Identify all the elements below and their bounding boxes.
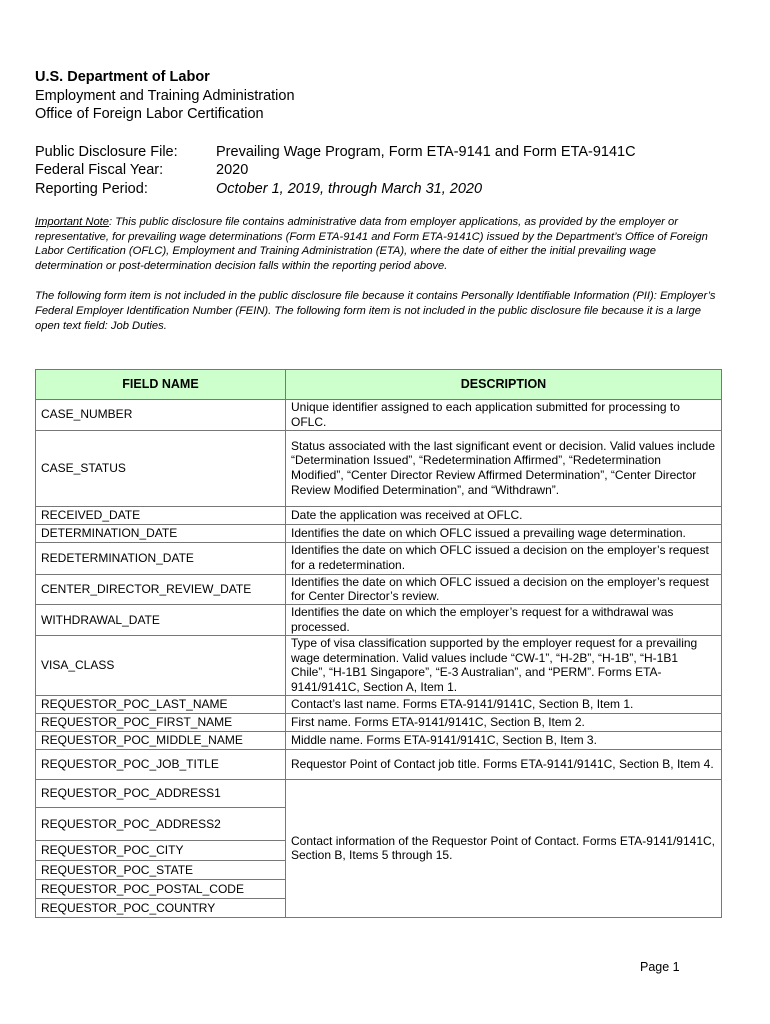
period-label: Reporting Period:	[35, 180, 148, 197]
description-cell: First name. Forms ETA-9141/9141C, Section B, Item 2.	[286, 713, 722, 731]
description-cell: Identifies the date on which OFLC issued a prevailing wage determination.	[286, 524, 722, 542]
meta-row-period	[35, 180, 721, 199]
file-meta	[35, 143, 721, 199]
field-name-cell: CENTER_DIRECTOR_REVIEW_DATE	[36, 574, 286, 605]
field-name-cell: CASE_STATUS	[36, 430, 286, 506]
document-page	[35, 68, 721, 915]
description-header: DESCRIPTION	[286, 370, 722, 400]
table-row	[36, 506, 722, 524]
field-name-cell: REQUESTOR_POC_POSTAL_CODE	[36, 879, 286, 898]
table-row	[36, 400, 722, 431]
file-value: Prevailing Wage Program, Form ETA-9141 and Form ETA-9141C	[216, 143, 636, 160]
description-cell: Identifies the date on which OFLC issued a decision on the employer’s request for a redetermination.	[286, 542, 722, 574]
field-name-cell: RECEIVED_DATE	[36, 506, 286, 524]
field-table	[35, 369, 722, 918]
description-cell: Date the application was received at OFLC.	[286, 506, 722, 524]
field-name-cell: WITHDRAWAL_DATE	[36, 605, 286, 636]
table-row	[36, 605, 722, 636]
description-cell: Identifies the date on which OFLC issued a decision on the employer’s request for Center Director’s review.	[286, 574, 722, 605]
field-name-cell: VISA_CLASS	[36, 635, 286, 695]
page-number: Page 1	[640, 960, 680, 974]
field-name-cell: REQUESTOR_POC_COUNTRY	[36, 898, 286, 917]
table-header-row	[36, 370, 722, 400]
department-name: U.S. Department of Labor	[35, 69, 210, 85]
table-row	[36, 574, 722, 605]
group-description-cell: Contact information of the Requestor Point of Contact. Forms ETA-9141/9141C, Section B, Items 5 through 15.	[286, 779, 722, 917]
office-name: Office of Foreign Labor Certification	[35, 106, 264, 122]
description-cell: Requestor Point of Contact job title. Forms ETA-9141/9141C, Section B, Item 4.	[286, 749, 722, 779]
field-name-cell: REQUESTOR_POC_MIDDLE_NAME	[36, 731, 286, 749]
table-row	[36, 542, 722, 574]
table-row	[36, 524, 722, 542]
year-label: Federal Fiscal Year:	[35, 162, 164, 178]
field-name-cell: REQUESTOR_POC_CITY	[36, 840, 286, 860]
field-name-cell: REQUESTOR_POC_ADDRESS2	[36, 807, 286, 840]
description-cell: Contact’s last name. Forms ETA-9141/9141C, Section B, Item 1.	[286, 695, 722, 713]
field-name-cell: DETERMINATION_DATE	[36, 524, 286, 542]
org-header	[35, 68, 721, 124]
description-cell: Identifies the date on which the employer’s request for a withdrawal was processed.	[286, 605, 722, 636]
meta-row-file	[35, 143, 721, 162]
description-cell: Status associated with the last significant event or decision. Valid values include “Determination Issued”, “Redetermination Affirmed”, “Redetermination Modified”, “Center Director Review Affirmed Determination”, “Center Director Review Modified Determination”, and “Withdrawn”.	[286, 430, 722, 506]
field-name-cell: REQUESTOR_POC_JOB_TITLE	[36, 749, 286, 779]
field-name-header: FIELD NAME	[36, 370, 286, 400]
important-note-text: : This public disclosure file contains administrative data from employer applications, as provided by the employer or representative, for prevailing wage determinations (Form ETA-9141 and Form ETA-9141C) issued by the Department’s Office of Foreign Labor Certification (OFLC), Employment and Training Administration (ETA), where the date of either the initial prevailing wage determination or post-determination decision falls within the reporting period above.	[35, 216, 708, 272]
meta-row-year	[35, 161, 721, 180]
file-label: Public Disclosure File:	[35, 143, 178, 160]
description-cell: Middle name. Forms ETA-9141/9141C, Section B, Item 3.	[286, 731, 722, 749]
field-name-cell: REDETERMINATION_DATE	[36, 542, 286, 574]
table-row	[36, 695, 722, 713]
important-note-label: Important Note	[35, 216, 109, 228]
important-note	[35, 215, 721, 273]
table-row	[36, 749, 722, 779]
field-name-cell: REQUESTOR_POC_LAST_NAME	[36, 695, 286, 713]
field-name-cell: REQUESTOR_POC_ADDRESS1	[36, 779, 286, 807]
table-row	[36, 635, 722, 695]
administration-name: Employment and Training Administration	[35, 87, 295, 104]
field-name-cell: CASE_NUMBER	[36, 400, 286, 431]
table-row	[36, 430, 722, 506]
pii-note: The following form item is not included in the public disclosure file because it contains Personally Identifiable Information (PII): Employer’s Federal Employer Identification Number (FEIN). The following form item is not included in the public disclosure file because it is a large open text field: Job Duties.	[35, 290, 716, 332]
description-cell: Type of visa classification supported by the employer request for a prevailing wage determination. Valid values include “CW-1”, “H-2B”, “H-1B”, “H-1B1 Chile”, “H-1B1 Singapore”, “E-3 Australian”, and “PERM”. Forms ETA-9141/9141C, Section A, Item 1.	[286, 635, 722, 695]
year-value: 2020	[216, 162, 249, 178]
field-name-cell: REQUESTOR_POC_STATE	[36, 860, 286, 879]
period-value: October 1, 2019, through March 31, 2020	[216, 180, 483, 197]
table-row	[36, 731, 722, 749]
table-row	[36, 779, 722, 807]
table-row	[36, 713, 722, 731]
field-name-cell: REQUESTOR_POC_FIRST_NAME	[36, 713, 286, 731]
description-cell: Unique identifier assigned to each application submitted for processing to OFLC.	[286, 400, 722, 431]
